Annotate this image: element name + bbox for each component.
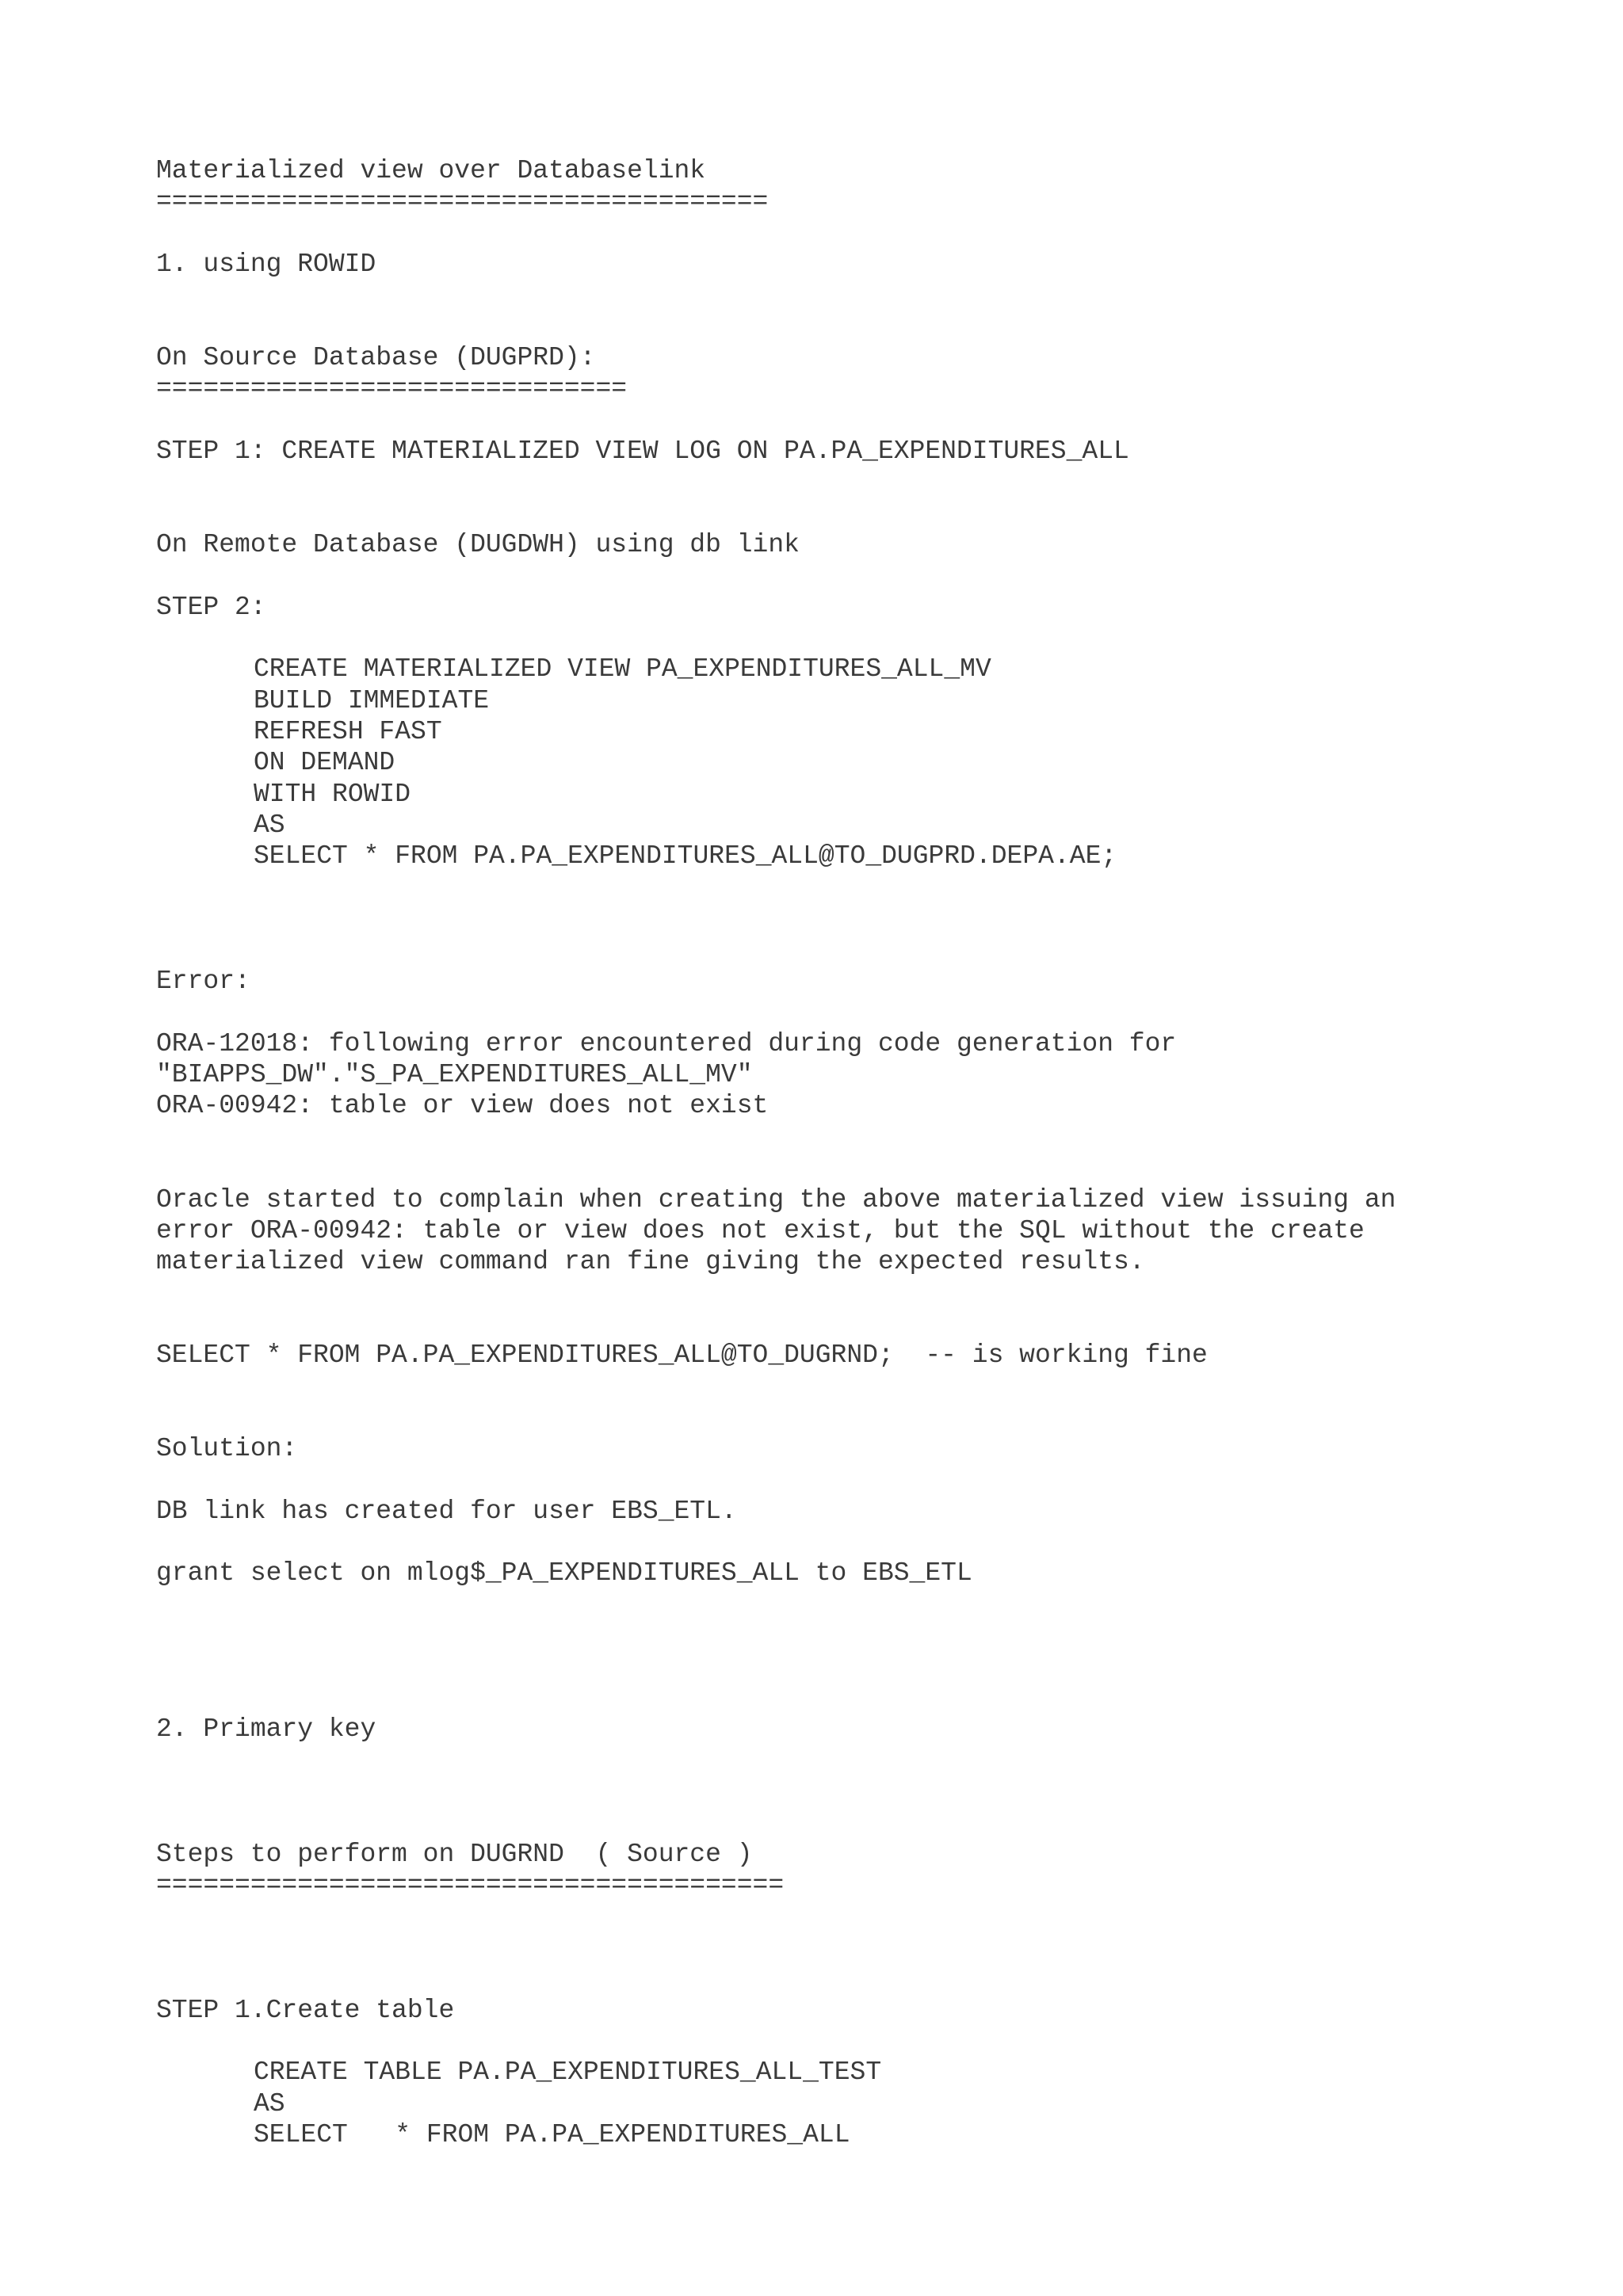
- step2-label: STEP 2:: [156, 593, 266, 622]
- section2-heading: 2. Primary key: [156, 1714, 376, 1744]
- step1-text: STEP 1: CREATE MATERIALIZED VIEW LOG ON PA.PA_EXPENDITURES_ALL: [156, 437, 1129, 466]
- dugrnd-source-heading: Steps to perform on DUGRND ( Source ): [156, 1840, 753, 1869]
- explanation-line: materialized view command ran fine giving the expected results.: [156, 1247, 1145, 1276]
- code-line: AS: [254, 810, 285, 840]
- error-label: Error:: [156, 967, 250, 996]
- section1-heading: 1. using ROWID: [156, 250, 376, 279]
- doc-title: Materialized view over Databaselink: [156, 156, 706, 185]
- code-line: WITH ROWID: [254, 780, 411, 809]
- error-line: ORA-12018: following error encountered during code generation for: [156, 1029, 1177, 1058]
- explanation-line: Oracle started to complain when creating the above materialized view issuing an: [156, 1185, 1396, 1215]
- solution-line: grant select on mlog$_PA_EXPENDITURES_ALL to EBS_ETL: [156, 1558, 972, 1588]
- error-line: ORA-00942: table or view does not exist: [156, 1091, 769, 1120]
- code-line: BUILD IMMEDIATE: [254, 686, 490, 715]
- title-underline: =======================================: [156, 187, 769, 216]
- create-table-step-label: STEP 1.Create table: [156, 1996, 455, 2025]
- source-db-underline: ==============================: [156, 374, 628, 403]
- code-line: REFRESH FAST: [254, 717, 442, 746]
- code-line: CREATE MATERIALIZED VIEW PA_EXPENDITURES_ALL_MV: [254, 654, 991, 684]
- solution-line: DB link has created for user EBS_ETL.: [156, 1497, 737, 1526]
- explanation-line: error ORA-00942: table or view does not exist, but the SQL without the create: [156, 1216, 1365, 1245]
- code-line: SELECT * FROM PA.PA_EXPENDITURES_ALL@TO_DUGPRD.DEPA.AE;: [254, 841, 1117, 871]
- remote-db-heading: On Remote Database (DUGDWH) using db link: [156, 530, 800, 559]
- code-line: AS: [254, 2089, 285, 2119]
- code-line: ON DEMAND: [254, 748, 395, 777]
- source-db-heading: On Source Database (DUGPRD):: [156, 343, 596, 372]
- solution-label: Solution:: [156, 1434, 298, 1463]
- select-example: SELECT * FROM PA.PA_EXPENDITURES_ALL@TO_DUGRND; -- is working fine: [156, 1341, 1208, 1370]
- error-line: "BIAPPS_DW"."S_PA_EXPENDITURES_ALL_MV": [156, 1060, 753, 1089]
- code-line: SELECT * FROM PA.PA_EXPENDITURES_ALL: [254, 2120, 850, 2149]
- dugrnd-source-underline: ========================================: [156, 1871, 785, 1900]
- code-line: CREATE TABLE PA.PA_EXPENDITURES_ALL_TEST: [254, 2058, 882, 2087]
